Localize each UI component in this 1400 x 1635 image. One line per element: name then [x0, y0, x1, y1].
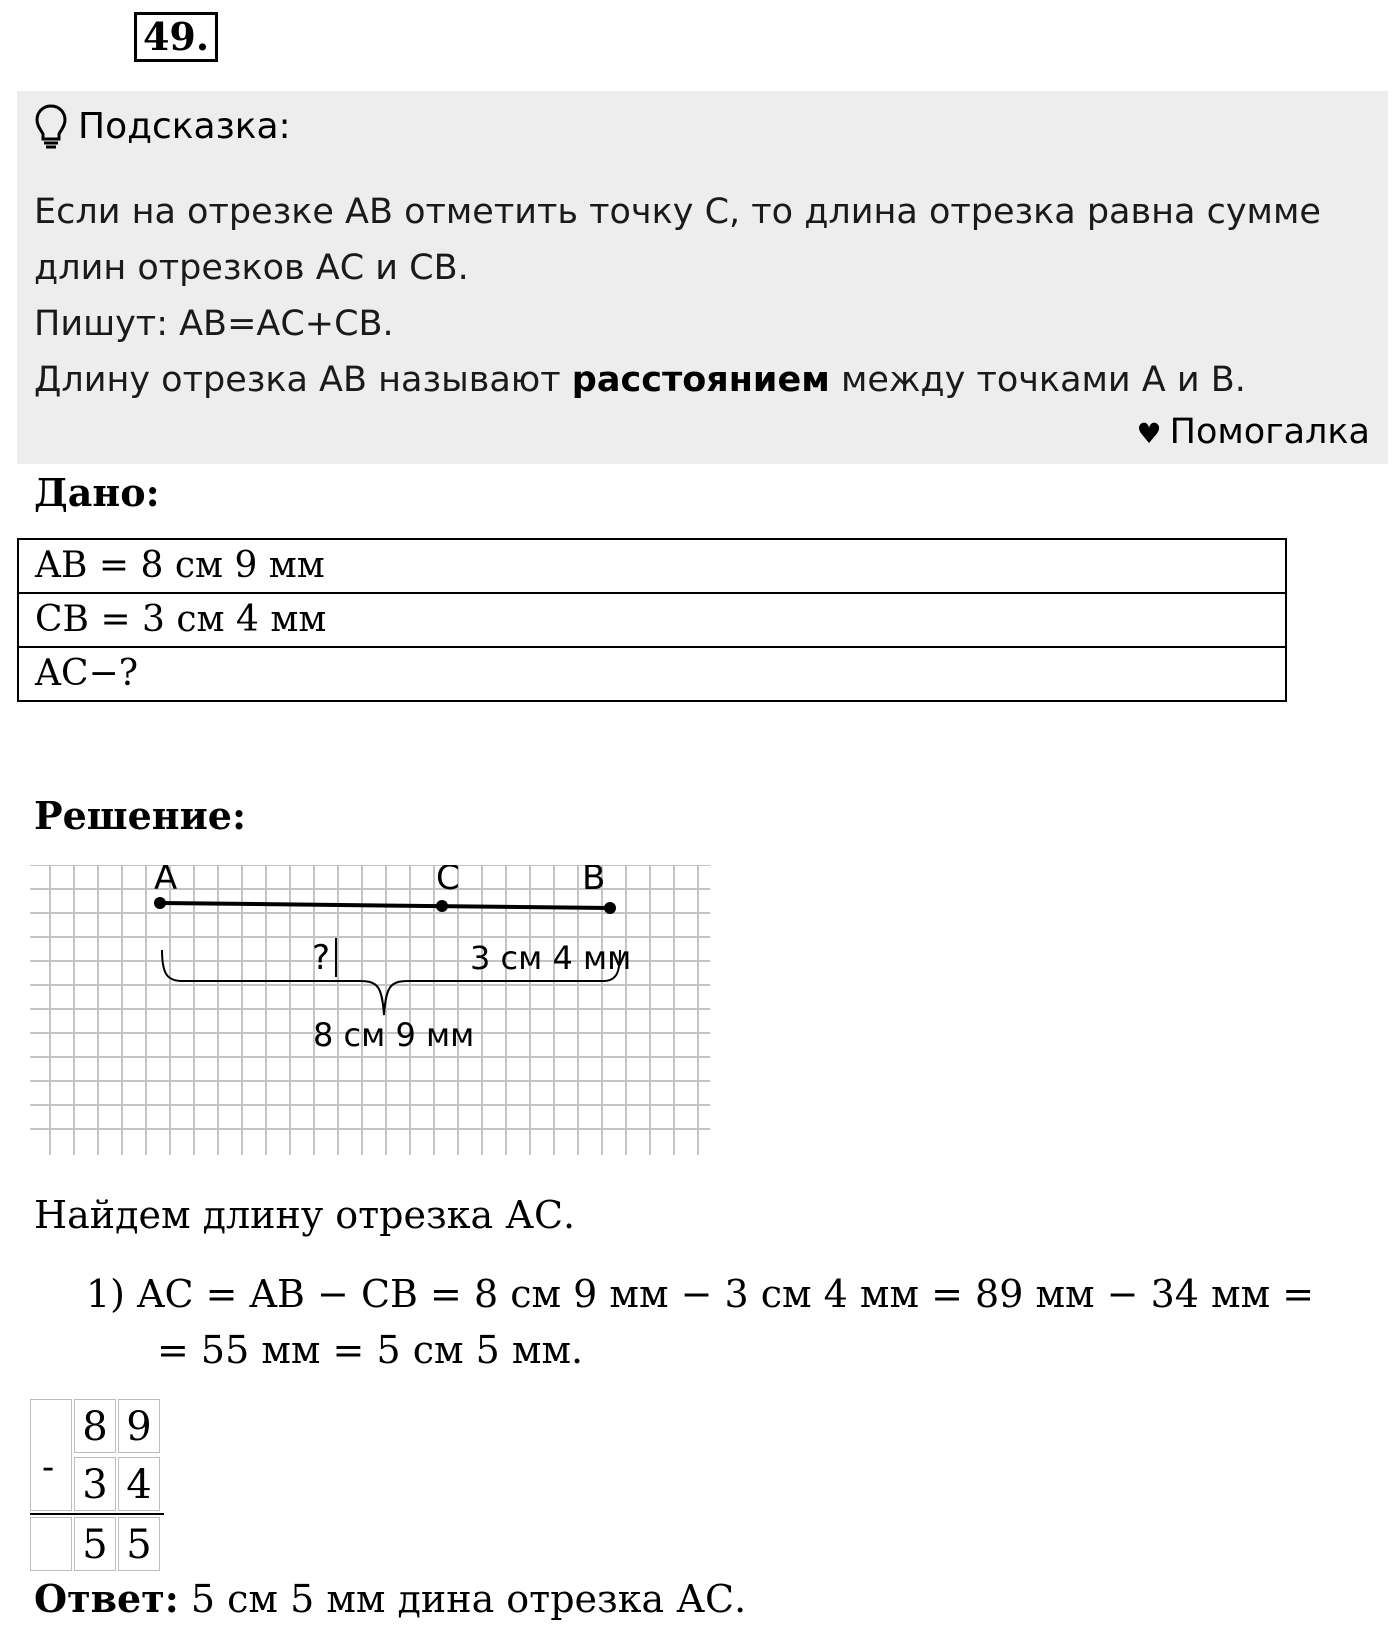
hint-line-4-end: между точками А и В.	[829, 360, 1246, 400]
label-ac-question: ?	[312, 938, 331, 978]
step-1-line-1: 1) AC = AB − CB = 8 см 9 мм − 3 см 4 мм = 89 мм − 34 мм =	[86, 1272, 1315, 1316]
subtrahend-digit-1: 3	[74, 1457, 116, 1511]
find-ac-text: Найдем длину отрезка АС.	[34, 1193, 576, 1237]
minuend-digit-2: 9	[118, 1399, 160, 1453]
brand-link[interactable]	[1137, 412, 1370, 452]
hint-bold-term: расстоянием	[571, 360, 830, 400]
result-digit-1: 5	[74, 1517, 116, 1571]
hint-line-3: Пишут: АВ=АС+СВ.	[34, 304, 394, 344]
segment-ab	[160, 903, 610, 908]
minus-sign: -	[42, 1447, 55, 1488]
answer-label: Ответ:	[34, 1576, 179, 1621]
point-b-dot	[604, 902, 616, 914]
segment-diagram	[30, 865, 730, 1165]
answer	[34, 1576, 746, 1621]
hint-line-4	[34, 352, 1374, 408]
result-empty-cell	[30, 1517, 72, 1571]
given-row-1: AB = 8 см 9 мм	[18, 539, 1286, 593]
result-rule	[30, 1513, 164, 1515]
hint-text	[34, 184, 1374, 408]
heart-icon: ♥	[1136, 417, 1162, 450]
label-point-a: A	[154, 865, 178, 898]
label-cb-length: 3 см 4 мм	[470, 939, 632, 977]
hint-line-1: Если на отрезке АВ отметить точку С, то длина отрезка равна сумме	[34, 192, 1321, 232]
hint-line-4-start: Длину отрезка АВ называют	[34, 360, 572, 400]
subtrahend-digit-2: 4	[118, 1457, 160, 1511]
column-subtraction	[30, 1399, 170, 1569]
label-point-b: B	[582, 865, 606, 898]
given-title: Дано:	[34, 470, 160, 515]
point-c-dot	[436, 900, 448, 912]
brand-label: Помогалка	[1169, 412, 1370, 452]
lightbulb-icon	[34, 103, 68, 149]
problem-number: 49.	[134, 12, 218, 62]
hint-line-2: длин отрезков АС и СВ.	[34, 248, 469, 288]
result-digit-2: 5	[118, 1517, 160, 1571]
given-row-2: CB = 3 см 4 мм	[18, 593, 1286, 647]
solution-title: Решение:	[34, 793, 246, 838]
minuend-digit-1: 8	[74, 1399, 116, 1453]
label-point-c: C	[436, 865, 460, 898]
hint-header	[34, 103, 291, 149]
answer-text: 5 см 5 мм дина отрезка АС.	[178, 1577, 747, 1621]
given-row-3: AC−?	[18, 647, 1286, 701]
step-1-line-2: = 55 мм = 5 см 5 мм.	[157, 1328, 584, 1372]
given-table	[17, 538, 1287, 702]
hint-title: Подсказка:	[78, 105, 291, 147]
point-a-dot	[154, 897, 166, 909]
label-ab-length: 8 см 9 мм	[313, 1016, 475, 1054]
